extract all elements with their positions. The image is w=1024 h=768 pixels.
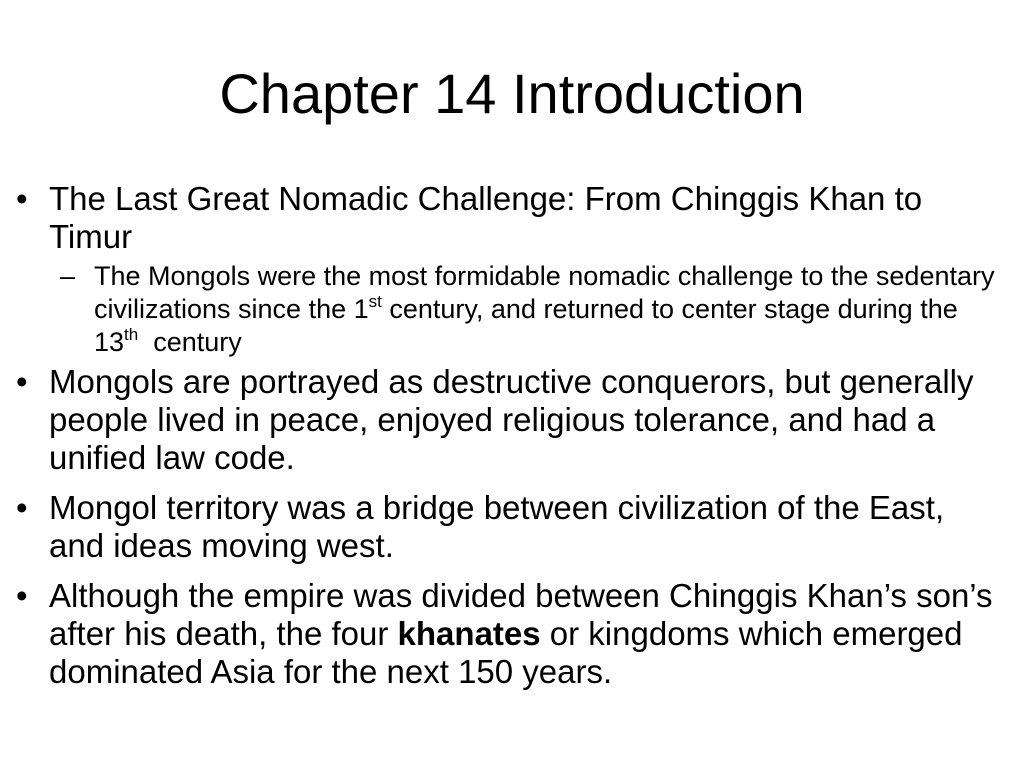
slide-title: Chapter 14 Introduction <box>219 62 805 125</box>
bullet-text: Mongols are portrayed as destructive conquerors, but generally people lived in peace, enjoyed religious tolerance, and had a unified law code. <box>49 363 974 476</box>
bullet-text: The Last Great Nomadic Challenge: From Chinggis Khan to Timur <box>49 180 923 255</box>
bullet-text <box>49 577 993 690</box>
sub-bullet-marker: – <box>60 261 76 291</box>
bullet-item <box>16 363 1006 477</box>
superscript-th: th <box>124 325 139 344</box>
bullet-marker: • <box>16 577 28 614</box>
sub-bullet-text-part1: The Mongols were the most formidable nomadic challenge to the sedentary civilizations since the 1 <box>94 261 995 324</box>
sub-bullet-item <box>16 260 1006 359</box>
sub-bullet-text <box>94 261 995 357</box>
bullet-item <box>16 180 1006 256</box>
bullet-text: Mongol territory was a bridge between civilization of the East, and ideas moving west. <box>49 489 945 564</box>
bullet-marker: • <box>16 180 28 217</box>
bullet-marker: • <box>16 489 28 526</box>
slide-body <box>16 180 1006 691</box>
bullet-item <box>16 489 1006 565</box>
bullet-text-after: or kingdoms which emerged dominated Asia for the next 150 years. <box>49 615 963 690</box>
sub-bullet-text-part3: century <box>138 327 242 357</box>
bullet-marker: • <box>16 363 28 400</box>
bullet-text-before: Although the empire was divided between Chinggis Khan’s son’s after his death, the four <box>49 577 993 652</box>
bold-term-khanates: khanates <box>397 615 541 652</box>
superscript-st: st <box>368 292 382 311</box>
bullet-item <box>16 577 1006 691</box>
sub-bullet-text-part2: century, and returned to center stage during the 13 <box>94 294 958 357</box>
